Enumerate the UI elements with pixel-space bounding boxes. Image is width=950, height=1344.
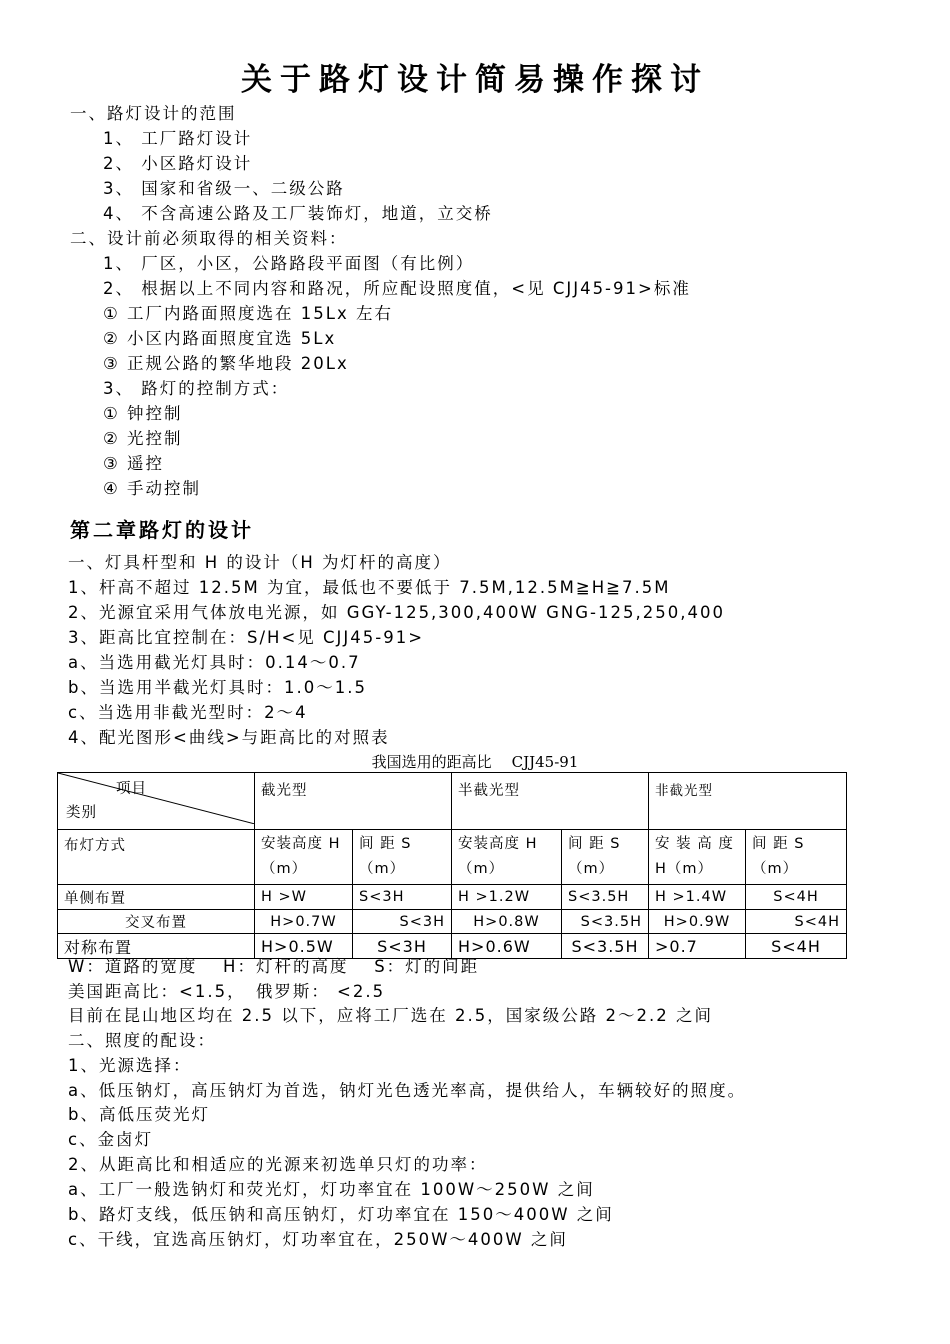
list-item: ③ 遥控 <box>103 454 165 473</box>
table-caption-text: 我国选用的距高比 <box>371 753 492 771</box>
table-cell: S<3H <box>353 910 452 934</box>
list-item: ② 光控制 <box>103 429 183 448</box>
table-header-row <box>58 773 847 830</box>
table-caption <box>0 751 950 772</box>
list-item: ② 小区内路面照度宜选 5Lx <box>103 329 337 348</box>
legend-line: W：道路的宽度 H：灯杆的高度 S：灯的间距 <box>68 957 480 976</box>
list-item: c、当选用非截光型时：2～4 <box>68 703 308 722</box>
table-row <box>58 885 847 910</box>
table-cell: S<3H <box>353 934 452 959</box>
corner-label-item: 项目 <box>116 781 147 797</box>
table-cell: S<4H <box>746 934 847 959</box>
subheader-cell: 安 装 高 度 H（m） <box>649 830 746 885</box>
list-item: 1、 厂区，小区，公路路段平面图（有比例） <box>103 254 475 273</box>
table-caption-code: CJJ45-91 <box>511 753 579 771</box>
table-cell: H>0.8W <box>452 910 562 934</box>
list-item: ① 工厂内路面照度选在 15Lx 左右 <box>103 304 393 323</box>
section-heading: 二、设计前必须取得的相关资料： <box>70 229 348 248</box>
section-heading: 一、路灯设计的范围 <box>70 104 237 123</box>
row-label: 对称布置 <box>58 934 255 959</box>
table-cell: S<3.5H <box>562 934 649 959</box>
list-item: a、当选用截光灯具时：0.14～0.7 <box>68 653 361 672</box>
group-header-semi-cutoff: 半截光型 <box>452 773 649 830</box>
list-item: b、高低压荧光灯 <box>68 1105 210 1124</box>
distance-height-ratio-table <box>57 772 847 959</box>
list-item: ① 钟控制 <box>103 404 183 423</box>
list-item: 2、从距高比和相适应的光源来初选单只灯的功率： <box>68 1155 488 1174</box>
list-item: 2、 根据以上不同内容和路况，所应配设照度值，<见 CJJ45-91>标准 <box>103 279 691 298</box>
list-item: 3、距高比宜控制在：S/H<见 CJJ45-91> <box>68 628 425 647</box>
table-cell: H>0.9W <box>649 910 746 934</box>
list-item: c、干线，宜选高压钠灯，灯功率宜在，250W～400W 之间 <box>68 1230 568 1249</box>
list-item: c、金卤灯 <box>68 1130 154 1149</box>
table-cell: H >1.2W <box>452 885 562 910</box>
table-corner-cell <box>58 773 255 830</box>
row-label: 交叉布置 <box>58 910 255 934</box>
list-item: 目前在昆山地区均在 2.5 以下，应将工厂选在 2.5，国家级公路 2～2.2 之间 <box>68 1006 713 1025</box>
chapter-title: 第二章路灯的设计 <box>70 518 254 542</box>
list-item: 1、光源选择： <box>68 1056 192 1075</box>
row-label-header: 布灯方式 <box>58 830 255 885</box>
corner-label-category: 类别 <box>66 805 97 821</box>
table-cell: H>0.5W <box>255 934 353 959</box>
list-item: 1、 工厂路灯设计 <box>103 129 253 148</box>
table-cell: H>0.6W <box>452 934 562 959</box>
list-item: 3、 路灯的控制方式： <box>103 379 290 398</box>
list-item: b、当选用半截光灯具时：1.0～1.5 <box>68 678 367 697</box>
subheader-cell: 安装高度 H（m） <box>255 830 353 885</box>
subheader-cell: 间 距 S（m） <box>353 830 452 885</box>
group-header-non-cutoff: 非截光型 <box>649 773 847 830</box>
subheader-cell: 间 距 S（m） <box>746 830 847 885</box>
list-item: 美国距高比：<1.5， 俄罗斯： <2.5 <box>68 982 386 1001</box>
list-item: ④ 手动控制 <box>103 479 202 498</box>
table-row <box>58 910 847 934</box>
list-item: ③ 正规公路的繁华地段 20Lx <box>103 354 349 373</box>
subheader-cell: 间 距 S（m） <box>562 830 649 885</box>
table-cell: S<3.5H <box>562 885 649 910</box>
table-row <box>58 934 847 959</box>
table-cell: S<4H <box>746 885 847 910</box>
table-cell: S<3H <box>353 885 452 910</box>
list-item: 1、杆高不超过 12.5M 为宜，最低也不要低于 7.5M,12.5M≧H≧7.5M <box>68 578 671 597</box>
list-item: 3、 国家和省级一、二级公路 <box>103 179 345 198</box>
table-cell: H >W <box>255 885 353 910</box>
section-heading: 一、灯具杆型和 H 的设计（H 为灯杆的高度） <box>68 553 452 572</box>
subheader-cell: 安装高度 H（m） <box>452 830 562 885</box>
list-item: 4、配光图形<曲线>与距高比的对照表 <box>68 728 390 747</box>
table-cell: S<4H <box>746 910 847 934</box>
table-cell: H>0.7W <box>255 910 353 934</box>
list-item: 2、光源宜采用气体放电光源，如 GGY-125,300,400W GNG-125,250,400 <box>68 603 725 622</box>
table-subheader-row <box>58 830 847 885</box>
list-item: 4、 不含高速公路及工厂装饰灯，地道，立交桥 <box>103 204 493 223</box>
document-title: 关于路灯设计简易操作探讨 <box>241 62 709 98</box>
section-heading: 二、照度的配设： <box>68 1031 216 1050</box>
table-cell: H >1.4W <box>649 885 746 910</box>
list-item: b、路灯支线，低压钠和高压钠灯，灯功率宜在 150～400W 之间 <box>68 1205 614 1224</box>
list-item: a、低压钠灯，高压钠灯为首选，钠灯光色透光率高，提供给人，车辆较好的照度。 <box>68 1081 747 1100</box>
row-label: 单侧布置 <box>58 885 255 910</box>
table-cell: >0.7 <box>649 934 746 959</box>
group-header-cutoff: 截光型 <box>255 773 452 830</box>
table-cell: S<3.5H <box>562 910 649 934</box>
list-item: a、工厂一般选钠灯和荧光灯，灯功率宜在 100W～250W 之间 <box>68 1180 595 1199</box>
list-item: 2、 小区路灯设计 <box>103 154 253 173</box>
